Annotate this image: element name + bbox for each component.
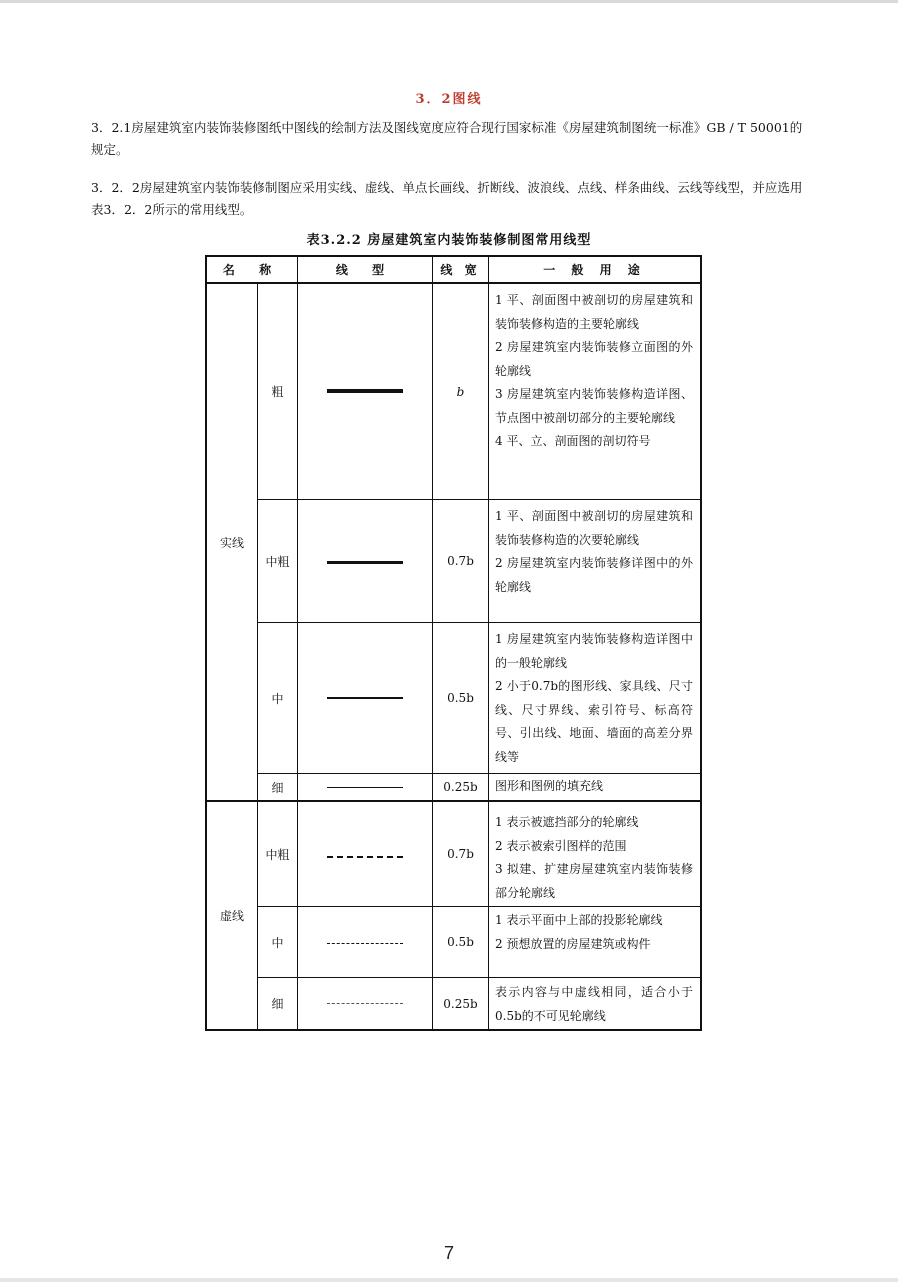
row-usage bbox=[495, 289, 693, 454]
header-usage: 一 般 用 途 bbox=[543, 263, 646, 277]
usage-line: 1 房屋建筑室内装饰装修构造详图中的一般轮廓线 bbox=[495, 632, 693, 670]
usage-line: 1 平、剖面图中被剖切的房屋建筑和装饰装修构造的主要轮廓线 bbox=[495, 293, 693, 331]
row-width: 0.5b bbox=[447, 691, 474, 705]
table-border-bottom bbox=[205, 1029, 702, 1031]
row-usage bbox=[495, 981, 693, 1028]
row-usage bbox=[495, 811, 693, 905]
usage-line: 3 房屋建筑室内装饰装修构造详图、节点图中被剖切部分的主要轮廓线 bbox=[495, 387, 693, 425]
usage-line: 3 拟建、扩建房屋建筑室内装饰装修部分轮廓线 bbox=[495, 862, 693, 900]
col-divider-type bbox=[297, 283, 298, 1031]
row-sub-label: 中粗 bbox=[265, 554, 290, 569]
group-solid: 实线 bbox=[219, 535, 244, 550]
usage-line: 4 平、立、剖面图的剖切符号 bbox=[495, 434, 651, 448]
usage-line: 2 房屋建筑室内装饰装修详图中的外轮廓线 bbox=[495, 556, 693, 594]
row-sub-label: 中 bbox=[271, 691, 284, 706]
table-border-right bbox=[700, 255, 702, 1031]
line-sample-solid-thin bbox=[327, 787, 403, 788]
row-width: 0.25b bbox=[443, 996, 478, 1011]
usage-line: 1 平、剖面图中被剖切的房屋建筑和装饰装修构造的次要轮廓线 bbox=[495, 509, 693, 547]
header-width: 线 宽 bbox=[440, 263, 481, 277]
paragraph-3-2-1: 3．2.1房屋建筑室内装饰装修图纸中图线的绘制方法及图线宽度应符合现行国家标准《房屋建筑制图统一标准》GB / T 50001的规定。 bbox=[91, 120, 803, 157]
page-top-edge bbox=[0, 0, 898, 3]
row-sub-label: 粗 bbox=[271, 385, 284, 399]
usage-line: 1 表示平面中上部的投影轮廓线 bbox=[495, 913, 663, 927]
row-sub-label: 细 bbox=[271, 780, 284, 795]
line-sample-solid-medium-thick bbox=[327, 561, 403, 564]
line-sample-dashed-medium-thick bbox=[327, 856, 403, 858]
row-usage bbox=[495, 505, 693, 599]
row-sub-label: 细 bbox=[271, 997, 284, 1011]
row-width: 0.5b bbox=[447, 935, 474, 949]
usage-line: 2 房屋建筑室内装饰装修立面图的外轮廓线 bbox=[495, 340, 693, 378]
paragraph-3-2-2: 3．2．2房屋建筑室内装饰装修制图应采用实线、虚线、单点长画线、折断线、波浪线、点线、样条曲线、云线等线型，并应选用表3．2．2所示的常用线型。 bbox=[91, 180, 803, 217]
row-usage bbox=[495, 909, 693, 956]
col-divider-usage bbox=[488, 255, 489, 1031]
usage-line: 2 小于0.7b的图形线、家具线、尺寸线、尺寸界线、索引符号、标高符号、引出线、地面、墙面的高差分界线等 bbox=[495, 679, 693, 764]
row-width: b bbox=[456, 384, 465, 399]
line-type-table bbox=[205, 255, 702, 1031]
header-type: 线 型 bbox=[335, 263, 395, 277]
row-usage bbox=[495, 628, 693, 769]
table-caption: 表3.2.2 房屋建筑室内装饰装修制图常用线型 bbox=[306, 233, 592, 248]
header-name: 名 称 bbox=[222, 263, 282, 277]
row-sub-label: 中 bbox=[271, 935, 284, 950]
page-number: 7 bbox=[443, 1243, 454, 1263]
row-sub-label: 中粗 bbox=[265, 847, 290, 862]
row-usage bbox=[495, 775, 693, 799]
section-title: 3．2图线 bbox=[415, 92, 483, 107]
page-bottom-edge bbox=[0, 1278, 898, 1282]
usage-line: 图形和图例的填充线 bbox=[495, 779, 604, 793]
line-sample-solid-medium bbox=[327, 697, 403, 699]
row-width: 0.25b bbox=[443, 780, 478, 794]
line-sample-solid-thick bbox=[327, 389, 403, 393]
row-width: 0.7b bbox=[447, 847, 474, 861]
usage-line: 表示内容与中虚线相同，适合小于0.5b的不可见轮廓线 bbox=[495, 985, 693, 1023]
usage-line: 1 表示被遮挡部分的轮廓线 bbox=[495, 815, 639, 829]
group-dashed: 虚线 bbox=[219, 909, 244, 923]
line-sample-dashed-thin bbox=[327, 1003, 403, 1004]
line-sample-dashed-medium bbox=[327, 943, 403, 944]
usage-line: 2 预想放置的房屋建筑或构件 bbox=[495, 936, 651, 951]
usage-line: 2 表示被索引图样的范围 bbox=[495, 838, 627, 853]
row-width: 0.7b bbox=[447, 554, 474, 568]
